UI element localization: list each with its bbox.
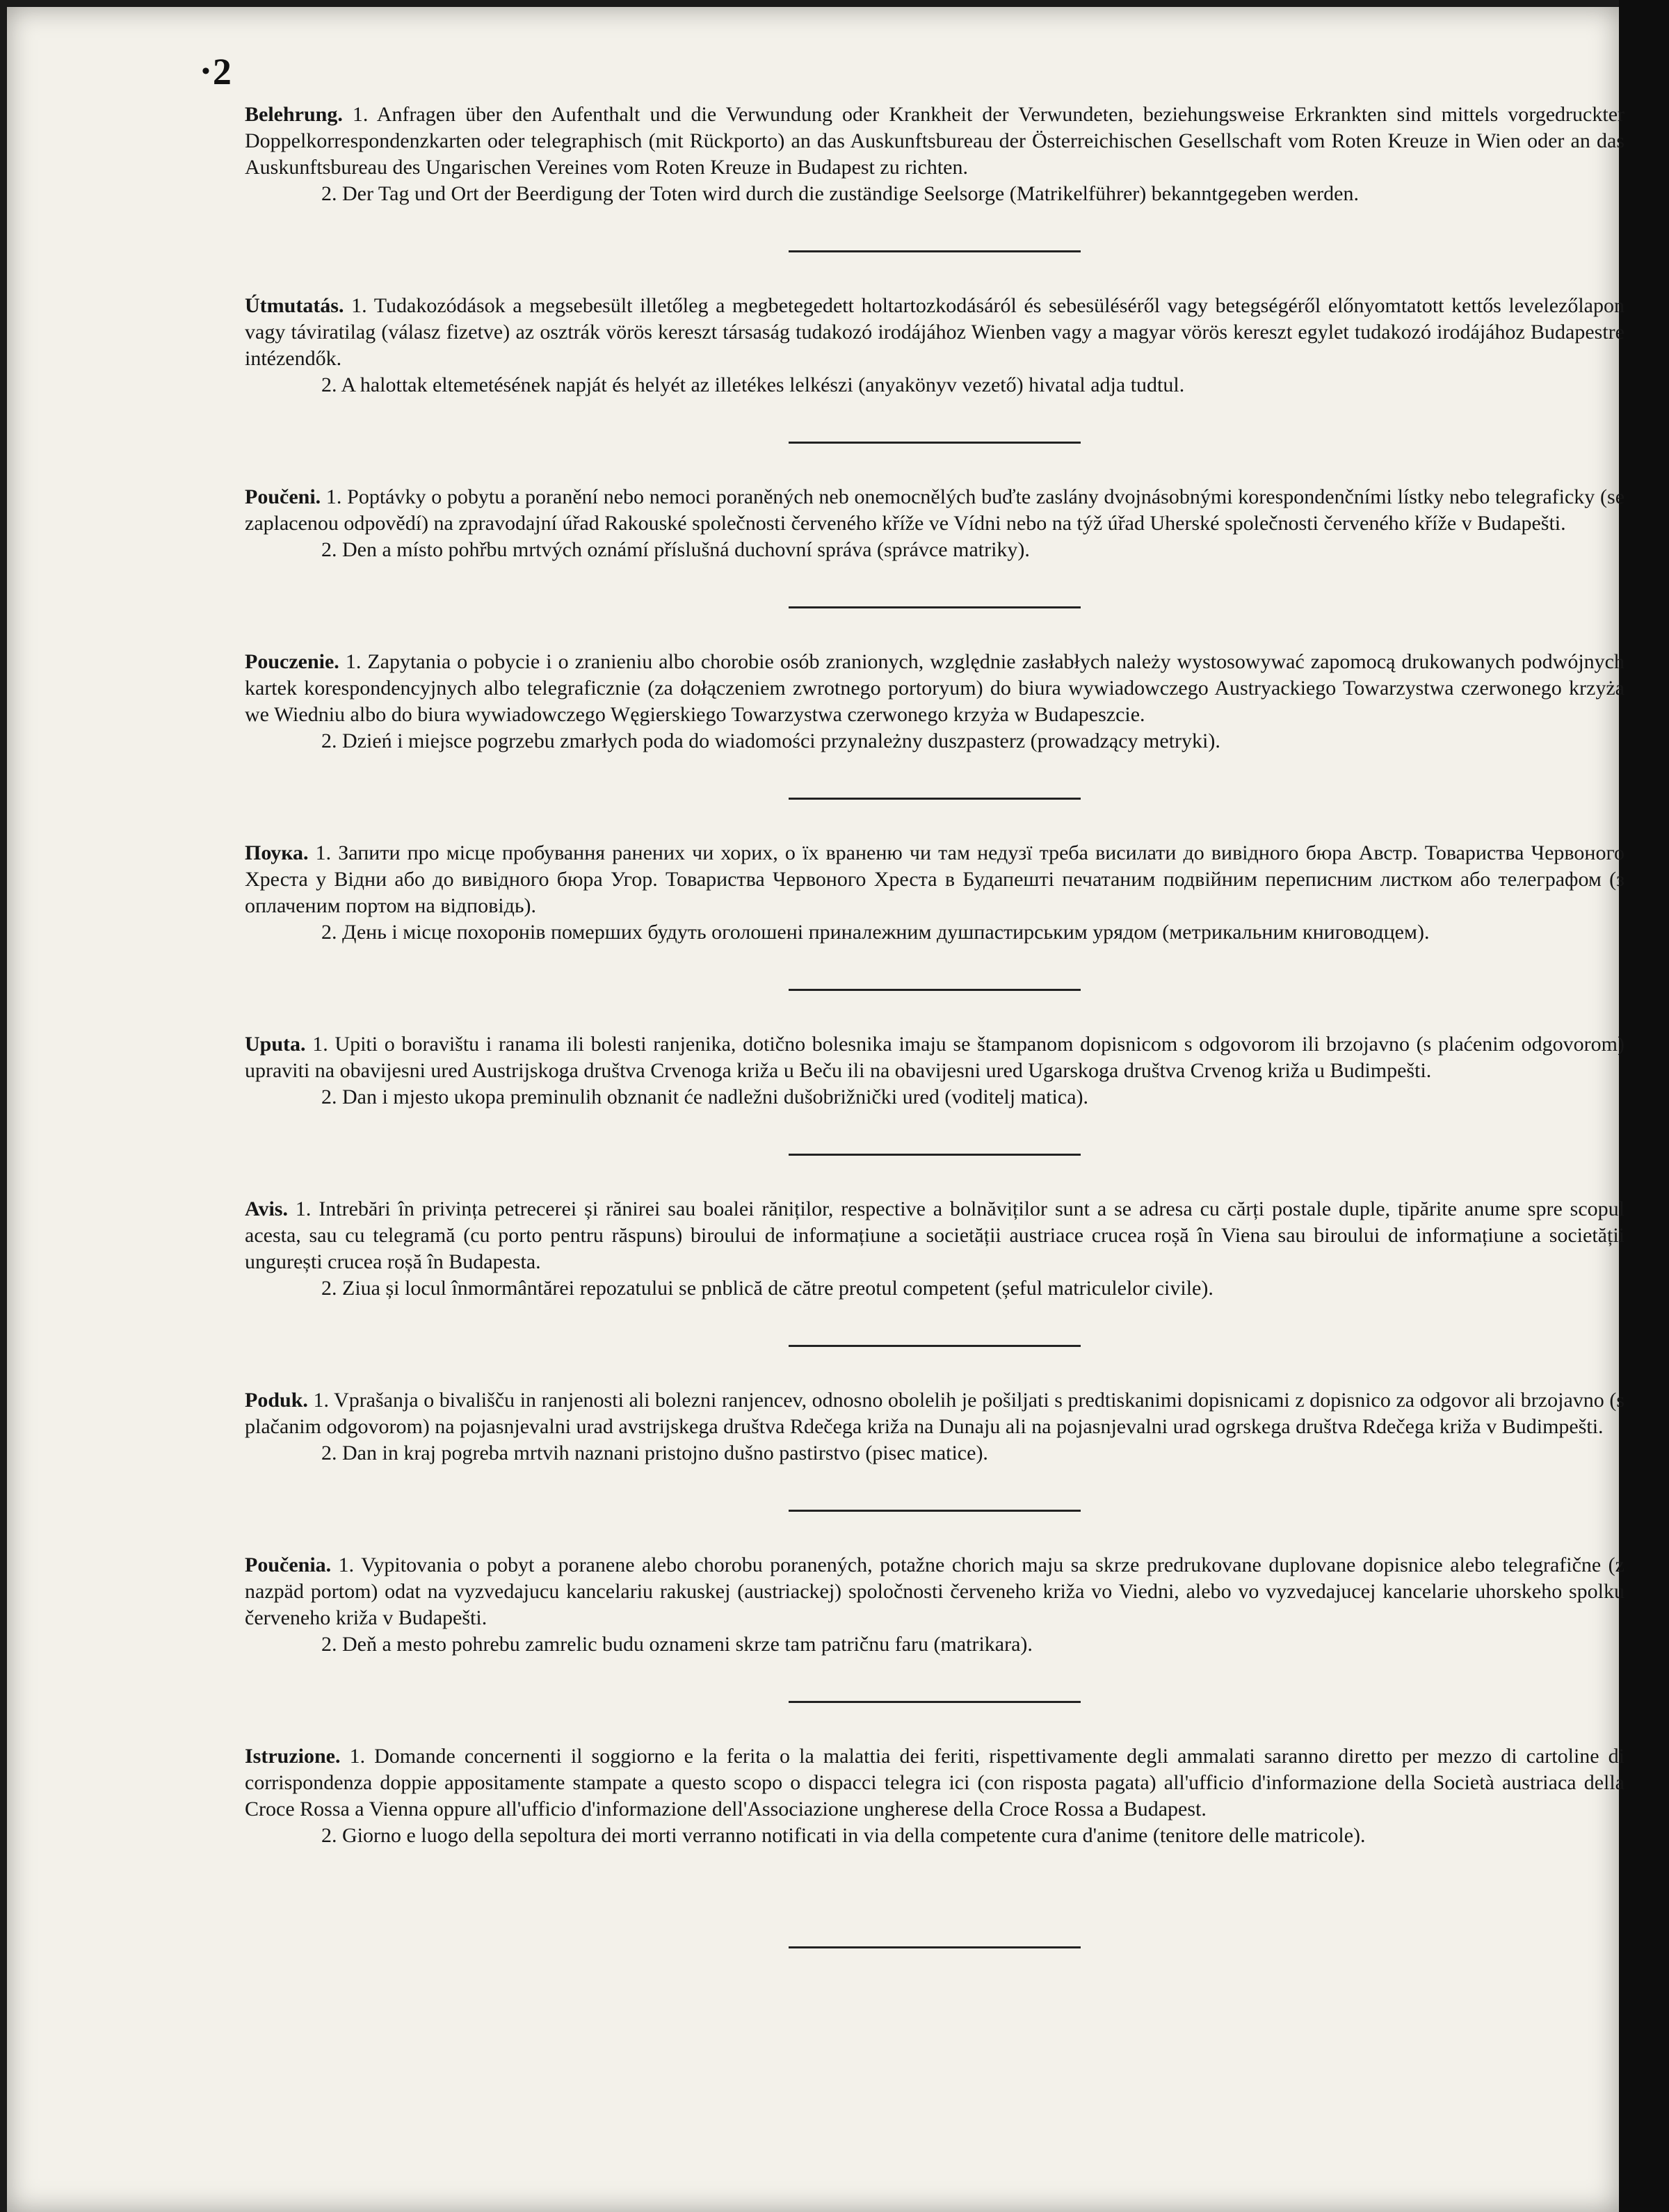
section-heading: Poduk.: [245, 1389, 308, 1412]
scan-edge: [1619, 0, 1669, 2212]
instruction-paragraph-2: 2. Der Tag und Ort der Beerdigung der Toten wird durch die zuständige Seelsorge (Matrikelführer) bekanntgegeben werden.: [321, 182, 1359, 205]
section-polish: [245, 649, 1624, 754]
separator-rule: [789, 606, 1081, 608]
instruction-paragraph-1: [245, 102, 1624, 181]
instruction-paragraph-1: [245, 1387, 1624, 1440]
separator-rule: [789, 798, 1081, 800]
section-heading: Útmutatás.: [245, 294, 344, 317]
instruction-paragraph-2: 2. Giorno e luogo della sepoltura dei morti verranno notificati in via della competente cura d'anime (tenitore delle matricole).: [321, 1824, 1366, 1847]
separator-rule: [789, 1345, 1081, 1347]
instruction-paragraph-1: [245, 840, 1624, 919]
instruction-paragraph-2: 2. Deň a mesto pohrebu zamrelic budu oznameni skrze tam patričnu faru (matrikara).: [321, 1633, 1033, 1656]
section-heading: Istruzione.: [245, 1745, 341, 1768]
section-ukrainian: [245, 840, 1624, 946]
instruction-paragraph-1: [245, 1743, 1624, 1823]
instruction-paragraph-2: 2. Dzień i miejsce pogrzebu zmarłych poda do wiadomości przynależny duszpasterz (prowadzący metryki).: [321, 729, 1220, 752]
instruction-text: 1. Vprašanja o bivališču in ranjenosti ali bolezni ranjencev, odnosno obolelih je pošiljati s predtiskanimi dopisnicami z dopisnico za odgovor ali brzojavno (s plačanim odgovorom) na pojasnjevalni urad avstrijskega društva Rdečega križa na Dunaju ali na pojasnjevalni urad ogrskega društva Rdečega križa v Budimpešti.: [245, 1389, 1625, 1438]
instruction-paragraph-2: 2. Dan in kraj pogreba mrtvih naznani pristojno dušno pastirstvo (pisec matice).: [321, 1442, 988, 1464]
instruction-paragraph-2: 2. Den a místo pohřbu mrtvých oznámí příslušná duchovní správa (správce matriky).: [321, 538, 1030, 561]
section-italian: [245, 1743, 1624, 1849]
instruction-text: 1. Upiti o boravištu i ranama ili bolesti ranjenika, dotično bolesnika imaju se štampanom dopisnicom s odgovorom ili brzojavno (s plaćenim odgovorom) upraviti na obavijesni ured Austrijskoga društva Crvenoga križa u Beču ili na obavijesni ured Ugarskoga društva Crvenog križa u Budimpešti.: [245, 1033, 1624, 1082]
instruction-text: 1. Domande concernenti il soggiorno e la ferita o la malattia dei feriti, rispettivamente degli ammalati saranno diretto per mezzo di cartoline di corrispondenza doppie appositamente stampate a questo scopo o dispacci telegra ici (con risposta pagata) all'ufficio d'informazione della Società austriaca della Croce Rossa a Vienna oppure all'ufficio d'informazione dell'Associazione ungherese della Croce Rossa a Budapest.: [245, 1745, 1625, 1821]
instruction-paragraph-1: [245, 649, 1624, 728]
section-croatian: [245, 1031, 1624, 1111]
section-heading: Poučenia.: [245, 1553, 332, 1576]
instruction-paragraph-2: 2. День і місце похоронів померших будуть оголошені приналежним душпастирським урядом (метрикальним книговодцем).: [321, 921, 1430, 944]
instruction-paragraph-1: [245, 1031, 1624, 1084]
section-czech: [245, 484, 1624, 563]
separator-rule: [789, 250, 1081, 252]
section-heading: Pouczenie.: [245, 650, 339, 673]
instruction-text: 1. Anfragen über den Aufenthalt und die Verwundung oder Krankheit der Verwundeten, beziehungsweise Erkrankten sind mittels vorgedruckter Doppelkorrespondenzkarten oder telegraphisch (mit Rückporto) an das Auskunftsbureau der Österreichischen Gesellschaft vom Roten Kreuze in Wien oder an das Auskunftsbureau des Ungarischen Vereines vom Roten Kreuze in Budapest zu richten.: [245, 103, 1624, 179]
section-slovene: [245, 1387, 1624, 1467]
separator-rule: [789, 989, 1081, 991]
section-hungarian: [245, 293, 1624, 398]
instruction-paragraph-1: [245, 293, 1624, 372]
separator-rule: [789, 1154, 1081, 1156]
section-heading: Avis.: [245, 1197, 288, 1220]
separator-rule: [789, 442, 1081, 444]
instruction-paragraph-1: [245, 1552, 1624, 1631]
section-heading: Uputa.: [245, 1033, 306, 1056]
instruction-text: 1. Tudakozódások a megsebesült illetőleg a megbetegedett holtartozkodásáról és sebesüléséről vagy betegségéről előnyomtatott kettős levelezőlapon vagy táviratilag (válasz fizetve) az osztrák vörös kereszt társaság tudakozó irodájához Wienben vagy a magyar vörös kereszt egylet tudakozó irodájához Budapestre intézendők.: [245, 294, 1624, 370]
section-heading: Поука.: [245, 841, 309, 864]
separator-rule: [789, 1946, 1081, 1948]
instruction-paragraph-1: [245, 1196, 1624, 1275]
instruction-paragraph-2: 2. A halottak eltemetésének napját és helyét az illetékes lelkészi (anyakönyv vezető) hivatal adja tudtul.: [321, 373, 1185, 396]
instruction-text: 1. Запити про місце пробування ранених чи хорих, о їх враненю чи там недузї треба висилати до вивідного бюра Австр. Товариства Червоного Хреста у Відни або до вивідного бюра Угор. Товариства Червоного Хреста в Будапешті печатаним подвійним переписним листком або телеграфом (з оплаченим портом на відповідь).: [245, 841, 1624, 917]
separator-rule: [789, 1701, 1081, 1703]
instruction-text: 1. Vypitovania o pobyt a poranene alebo chorobu poranených, potažne chorich maju sa skrze predrukovane duplovane dopisnice alebo telegrafične (z nazpäd portom) odat na vyzvedajucu kancelariu rakuskej (austriackej) spoločnosti červeneho križa vo Viedni, alebo vo vyzvedajucej kancelarie uhorskeho spolku červeneho križa v Budapešti.: [245, 1553, 1624, 1629]
instruction-paragraph-2: 2. Ziua și locul înmormântărei repozatului se pnblică de către preotul competent (șeful matriculelor civile).: [321, 1277, 1214, 1300]
instruction-text: 1. Poptávky o pobytu a poranění nebo nemoci poraněných neb onemocnělých buďte zaslány dvojnásobnými korespondenčními lístky nebo telegraficky (se zaplacenou odpovědí) na zpravodajní úřad Rakouské společnosti červeného kříže ve Vídni nebo na týž úřad Uherské společnosti červeného kříže v Budapešti.: [245, 485, 1625, 535]
instruction-paragraph-1: [245, 484, 1624, 537]
page-number: • 2: [202, 50, 232, 93]
instruction-paragraph-2: 2. Dan i mjesto ukopa preminulih obznanit će nadležni dušobrižnički ured (voditelj matica).: [321, 1085, 1089, 1108]
separator-rule: [789, 1510, 1081, 1512]
section-heading: Belehrung.: [245, 103, 343, 126]
section-romanian: [245, 1196, 1624, 1302]
section-heading: Poučeni.: [245, 485, 321, 508]
instruction-text: 1. Intrebări în privința petrecerei și rănirei sau boalei răniților, respective a bolnăviților sunt a se adresa cu cărți postale duple, tipărite anume spre scopul acesta, sau cu telegramă (cu porto pentru răspuns) biroului de informațiune a societății austriace crucea roșă în Viena sau biroului de informațiune a societății ungurești crucea roșă în Budapesta.: [245, 1197, 1625, 1273]
instruction-text: 1. Zapytania o pobycie i o zranieniu albo chorobie osób zranionych, względnie zasłabłych należy wystosowywać zapomocą drukowanych podwójnych kartek korespondencyjnych albo telegraficznie (za dołączeniem zwrotnego portoryum) do biura wywiadowczego Austryackiego Towarzystwa czerwonego krzyża we Wiedniu albo do biura wywiadowczego Węgierskiego Towarzystwa czerwonego krzyża w Budapeszcie.: [245, 650, 1624, 726]
section-slovak: [245, 1552, 1624, 1658]
text-column: [245, 102, 1624, 1989]
section-german: [245, 102, 1624, 207]
